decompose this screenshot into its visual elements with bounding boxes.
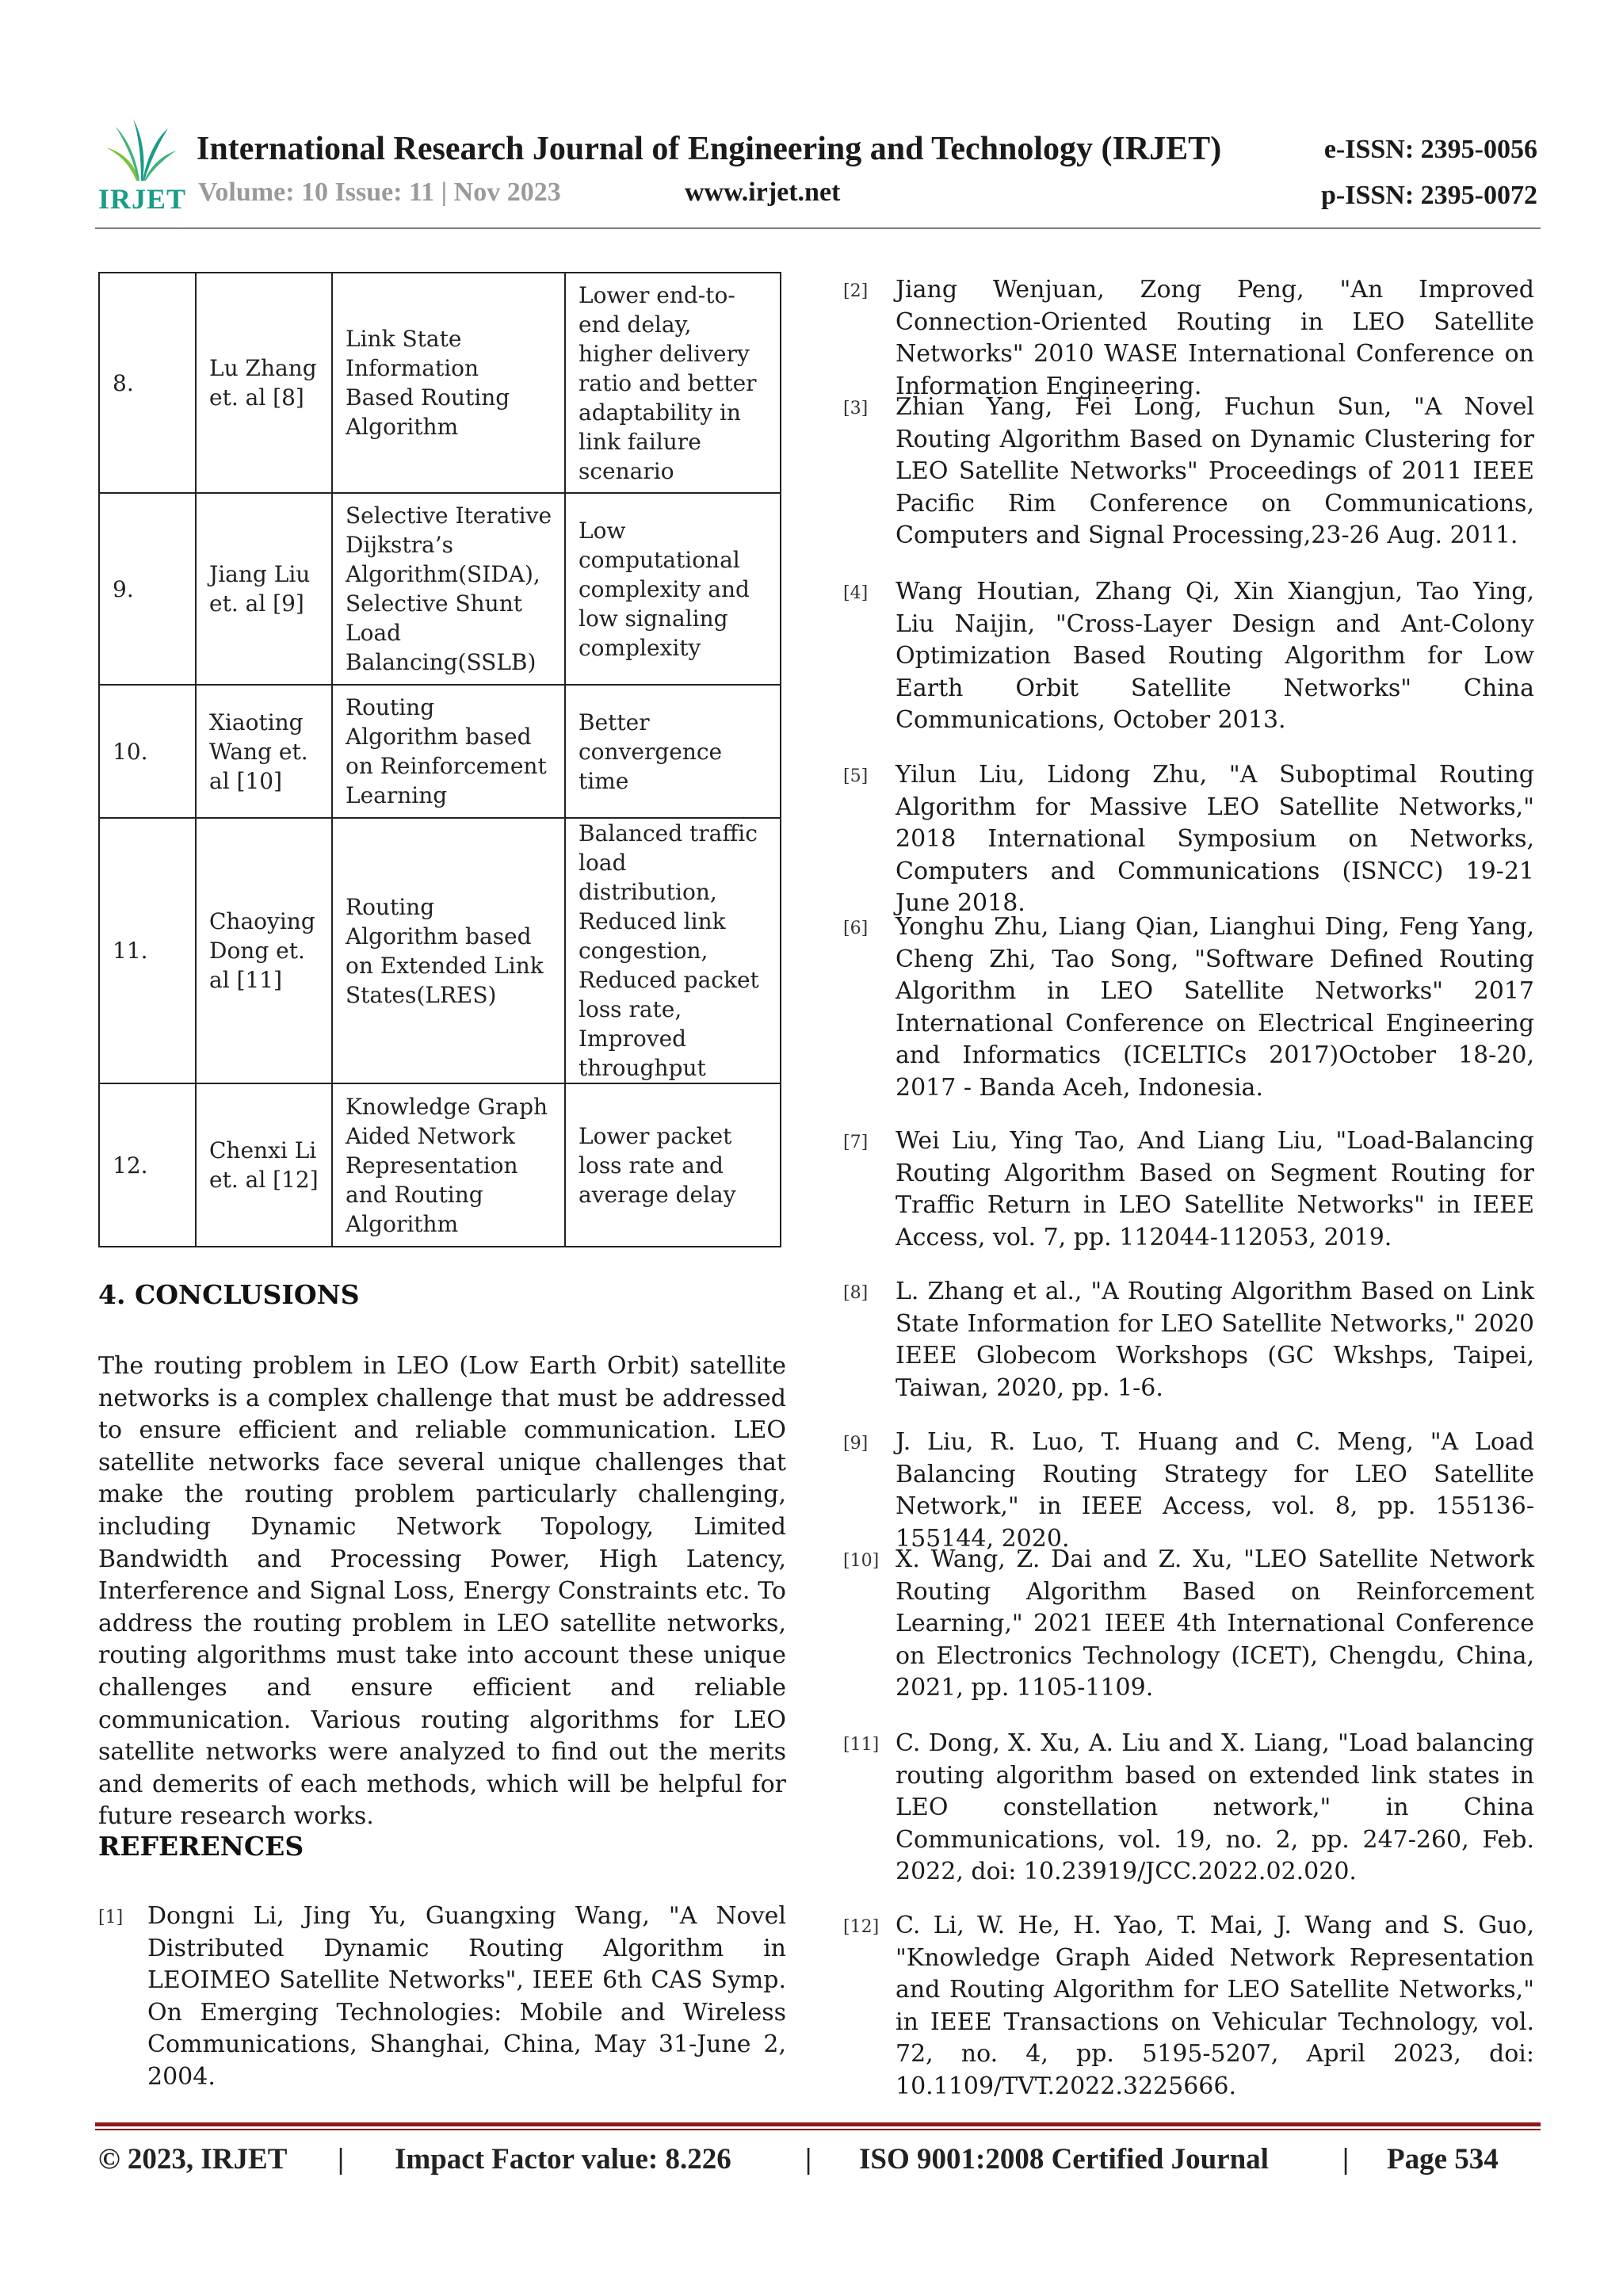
reference-text: Zhian Yang, Fei Long, Fuchun Sun, "A Novel Routing Algorithm Based on Dynamic Clustering for LEO Satellite Networks" Proceedings of 2011 IEEE Pacific Rim Conference on Communications, Computers and Signal Processing,23-26 Aug. 2011. (896, 393, 1534, 549)
footer-separator: | (338, 2143, 345, 2176)
table-row (99, 493, 781, 685)
table-cell-algorithm: Routing Algorithm based on Reinforcement Learning (332, 685, 565, 818)
e-issn: e-ISSN: 2395-0056 (1323, 135, 1537, 164)
reference-item (843, 576, 1534, 737)
footer-impact-factor: Impact Factor value: 8.226 (395, 2143, 731, 2176)
reference-number: [12] (843, 1917, 880, 1937)
footer-divider-thin (95, 2129, 1541, 2130)
reference-number: [10] (843, 1551, 880, 1571)
reference-text: C. Dong, X. Xu, A. Liu and X. Liang, "Load balancing routing algorithm based on extended link states in LEO constellation network," in China Communications, vol. 19, no. 2, pp. 247-260, Feb. 2022, doi: 10.23919/JCC.2022.02.020. (896, 1729, 1534, 1885)
reference-text: Yonghu Zhu, Liang Qian, Lianghui Ding, Feng Yang, Cheng Zhi, Tao Song, "Software Defined Routing Algorithm in LEO Satellite Networks" 2017 International Conference on Electrical Engineering and Informatics (ICELTICs 2017)October 18-20, 2017 - Banda Aceh, Indonesia. (896, 913, 1534, 1102)
reference-item (843, 274, 1534, 403)
footer-separator: | (1342, 2143, 1350, 2176)
reference-number: [3] (843, 399, 869, 418)
reference-item (843, 1910, 1534, 2103)
table-cell-author: Lu Zhang et. al [8] (196, 273, 332, 493)
table-row (99, 273, 781, 493)
logo-text: IRJET (98, 183, 187, 215)
table-cell-merit: Better convergence time (565, 685, 781, 818)
logo-leaf-icon (101, 119, 178, 182)
table-cell-author: Jiang Liu et. al [9] (196, 493, 332, 685)
reference-text: L. Zhang et al., "A Routing Algorithm Based on Link State Information for LEO Satellite Networks," 2020 IEEE Globecom Workshops (GC Wkshps, Taipei, Taiwan, 2020, pp. 1-6. (896, 1278, 1534, 1402)
reference-number: [4] (843, 583, 869, 603)
table-cell-algorithm: Routing Algorithm based on Extended Link States(LRES) (332, 818, 565, 1083)
reference-number: [11] (843, 1735, 880, 1755)
table-cell-algorithm: Selective Iterative Dijkstra’s Algorithm(SIDA), Selective Shunt Load Balancing(SSLB) (332, 493, 565, 685)
reference-text: J. Liu, R. Luo, T. Huang and C. Meng, "A Load Balancing Routing Strategy for LEO Satellite Network," in IEEE Access, vol. 8, pp. 155136-155144, 2020. (896, 1428, 1534, 1553)
table-cell-merit: Balanced traffic load distribution, Reduced link congestion, Reduced packet loss rate, Improved throughput (565, 818, 781, 1083)
footer-copyright: © 2023, IRJET (98, 2143, 288, 2176)
conclusions-heading: 4. CONCLUSIONS (98, 1279, 360, 1310)
table-cell-no: 10. (99, 685, 196, 818)
table-cell-merit: Lower end-to-end delay, higher delivery ratio and better adaptability in link failure scenario (565, 273, 781, 493)
reference-number: [7] (843, 1133, 869, 1152)
table-cell-no: 12. (99, 1083, 196, 1247)
table-cell-author: Chaoying Dong et. al [11] (196, 818, 332, 1083)
reference-text: Wei Liu, Ying Tao, And Liang Liu, "Load-Balancing Routing Algorithm Based on Segment Routing for Traffic Return in LEO Satellite Networks" in IEEE Access, vol. 7, pp. 112044-112053, 2019. (896, 1127, 1534, 1251)
header-divider (95, 227, 1541, 229)
reference-item (98, 1901, 786, 2093)
routing-algorithms-table (98, 272, 781, 1247)
reference-item (843, 1728, 1534, 1889)
reference-text: Wang Houtian, Zhang Qi, Xin Xiangjun, Tao Ying, Liu Naijin, "Cross-Layer Design and Ant-Colony Optimization Based Routing Algorithm for Low Earth Orbit Satellite Networks" China Communications, October 2013. (896, 578, 1534, 734)
table-row (99, 685, 781, 818)
journal-website[interactable]: www.irjet.net (685, 178, 841, 207)
conclusions-paragraph: The routing problem in LEO (Low Earth Orbit) satellite networks is a complex challenge that must be addressed to ensure efficient and reliable communication. LEO satellite networks face several unique challenges that make the routing problem particularly challenging, including Dynamic Network Topology, Limited Bandwidth and Processing Power, High Latency, Interference and Signal Loss, Energy Constraints etc. To address the routing problem in LEO satellite networks, routing algorithms must take into account these unique challenges and ensure efficient and reliable communication. Various routing algorithms for LEO satellite networks were analyzed to find out the merits and demerits of each methods, which will be helpful for future research works. (98, 1352, 786, 1831)
reference-item (843, 1276, 1534, 1404)
footer-page-number: Page 534 (1387, 2143, 1499, 2176)
reference-item (843, 1544, 1534, 1705)
page-header (95, 119, 1537, 230)
footer-iso: ISO 9001:2008 Certified Journal (859, 2143, 1269, 2176)
reference-number: [2] (843, 281, 869, 301)
journal-title: International Research Journal of Engineering and Technology (IRJET) (197, 131, 1222, 167)
reference-text: C. Li, W. He, H. Yao, T. Mai, J. Wang and S. Guo, "Knowledge Graph Aided Network Representation and Routing Algorithm for LEO Satellite Networks," in IEEE Transactions on Vehicular Technology, vol. 72, no. 4, pp. 5195-5207, April 2023, doi: 10.1109/TVT.2022.3225666. (896, 1912, 1534, 2100)
table-cell-no: 9. (99, 493, 196, 685)
reference-item (843, 759, 1534, 920)
reference-text: Dongni Li, Jing Yu, Guangxing Wang, "A Novel Distributed Dynamic Routing Algorithm in LEOIMEO Satellite Networks", IEEE 6th CAS Symp. On Emerging Technologies: Mobile and Wireless Communications, Shanghai, China, May 31-June 2, 2004. (147, 1902, 786, 2091)
table-cell-author: Xiaoting Wang et. al [10] (196, 685, 332, 818)
references-heading: REFERENCES (98, 1831, 304, 1862)
table-cell-algorithm: Knowledge Graph Aided Network Representation and Routing Algorithm (332, 1083, 565, 1247)
reference-number: [1] (98, 1908, 124, 1927)
reference-text: Yilun Liu, Lidong Zhu, "A Suboptimal Routing Algorithm for Massive LEO Satellite Networks," 2018 International Symposium on Networks, Computers and Communications (ISNCC) 19-21 June 2018. (896, 761, 1534, 917)
table-cell-no: 11. (99, 818, 196, 1083)
reference-item (843, 911, 1534, 1104)
table-row (99, 1083, 781, 1247)
reference-number: [5] (843, 766, 869, 786)
table-row (99, 818, 781, 1083)
p-issn: p-ISSN: 2395-0072 (1321, 181, 1537, 210)
footer-divider (95, 2122, 1541, 2126)
reference-number: [8] (843, 1283, 869, 1303)
reference-number: [9] (843, 1434, 869, 1454)
table-cell-algorithm: Link State Information Based Routing Algorithm (332, 273, 565, 493)
reference-item (843, 392, 1534, 552)
reference-number: [6] (843, 919, 869, 938)
table-cell-merit: Lower packet loss rate and average delay (565, 1083, 781, 1247)
reference-item (843, 1125, 1534, 1254)
reference-item (843, 1427, 1534, 1555)
table-cell-author: Chenxi Li et. al [12] (196, 1083, 332, 1247)
footer-separator: | (805, 2143, 812, 2176)
irjet-logo (95, 119, 187, 215)
table-cell-no: 8. (99, 273, 196, 493)
volume-issue: Volume: 10 Issue: 11 | Nov 2023 (198, 178, 561, 207)
reference-text: Jiang Wenjuan, Zong Peng, "An Improved Connection-Oriented Routing in LEO Satellite Networks" 2010 WASE International Conference on Information Engineering. (896, 276, 1534, 400)
table-cell-merit: Low computational complexity and low signaling complexity (565, 493, 781, 685)
reference-text: X. Wang, Z. Dai and Z. Xu, "LEO Satellite Network Routing Algorithm Based on Reinforcement Learning," 2021 IEEE 4th International Conference on Electronics Technology (ICET), Chengdu, China, 2021, pp. 1105-1109. (896, 1545, 1534, 1702)
